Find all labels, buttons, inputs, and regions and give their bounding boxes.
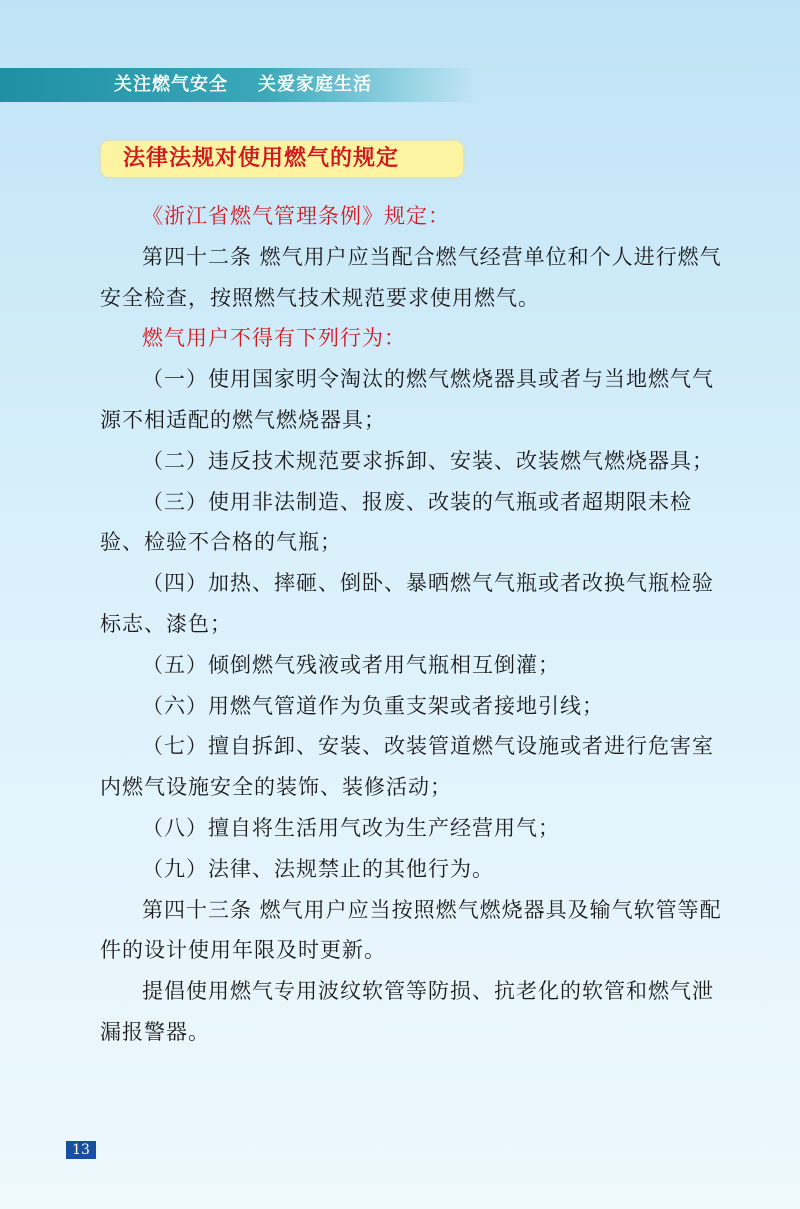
prohibited-item-6: （六）用燃气管道作为负重支架或者接地引线； <box>142 693 604 718</box>
prohibited-item-3: （三）使用非法制造、报废、改装的气瓶或者超期限未检验、检验不合格的气瓶； <box>100 489 692 555</box>
article-42: 第四十二条 燃气用户应当配合燃气经营单位和个人进行燃气安全检查，按照燃气技术规范要求使用燃气。 <box>100 244 722 310</box>
page-number: 13 <box>66 1141 96 1159</box>
prohibited-item-4: （四）加热、摔砸、倒卧、暴晒燃气气瓶或者改换气瓶检验标志、漆色； <box>100 571 714 636</box>
prohibited-item-2: （二）违反技术规范要求拆卸、安装、改装燃气燃烧器具； <box>142 448 714 473</box>
regulation-content <box>100 196 735 1053</box>
prohibited-item-9: （九）法律、法规禁止的其他行为。 <box>142 856 494 881</box>
section-title-box <box>101 141 463 177</box>
section-title: 法律法规对使用燃气的规定 <box>123 146 400 171</box>
prohibited-item-1: （一）使用国家明令淘汰的燃气燃烧器具或者与当地燃气气源不相适配的燃气燃烧器具； <box>100 367 714 432</box>
prohibited-intro: 燃气用户不得有下列行为： <box>142 326 406 351</box>
header-slogan-part2: 关爱家庭生活 <box>258 74 372 95</box>
prohibited-item-5: （五）倾倒燃气残液或者用气瓶相互倒灌； <box>142 652 560 677</box>
header-slogan-part1: 关注燃气安全 <box>114 74 228 95</box>
article-43: 第四十三条 燃气用户应当按照燃气燃烧器具及输气软管等配件的设计使用年限及时更新。 <box>100 897 722 963</box>
recommendation: 提倡使用燃气专用波纹软管等防损、抗老化的软管和燃气泄漏报警器。 <box>100 979 714 1044</box>
header-slogan <box>114 68 372 102</box>
prohibited-item-7: （七）擅自拆卸、安装、改装管道燃气设施或者进行危害室内燃气设施安全的装饰、装修活动； <box>100 734 714 800</box>
prohibited-item-8: （八）擅自将生活用气改为生产经营用气； <box>142 815 560 840</box>
header-band <box>0 68 478 102</box>
regulation-intro: 《浙江省燃气管理条例》规定： <box>142 204 450 228</box>
